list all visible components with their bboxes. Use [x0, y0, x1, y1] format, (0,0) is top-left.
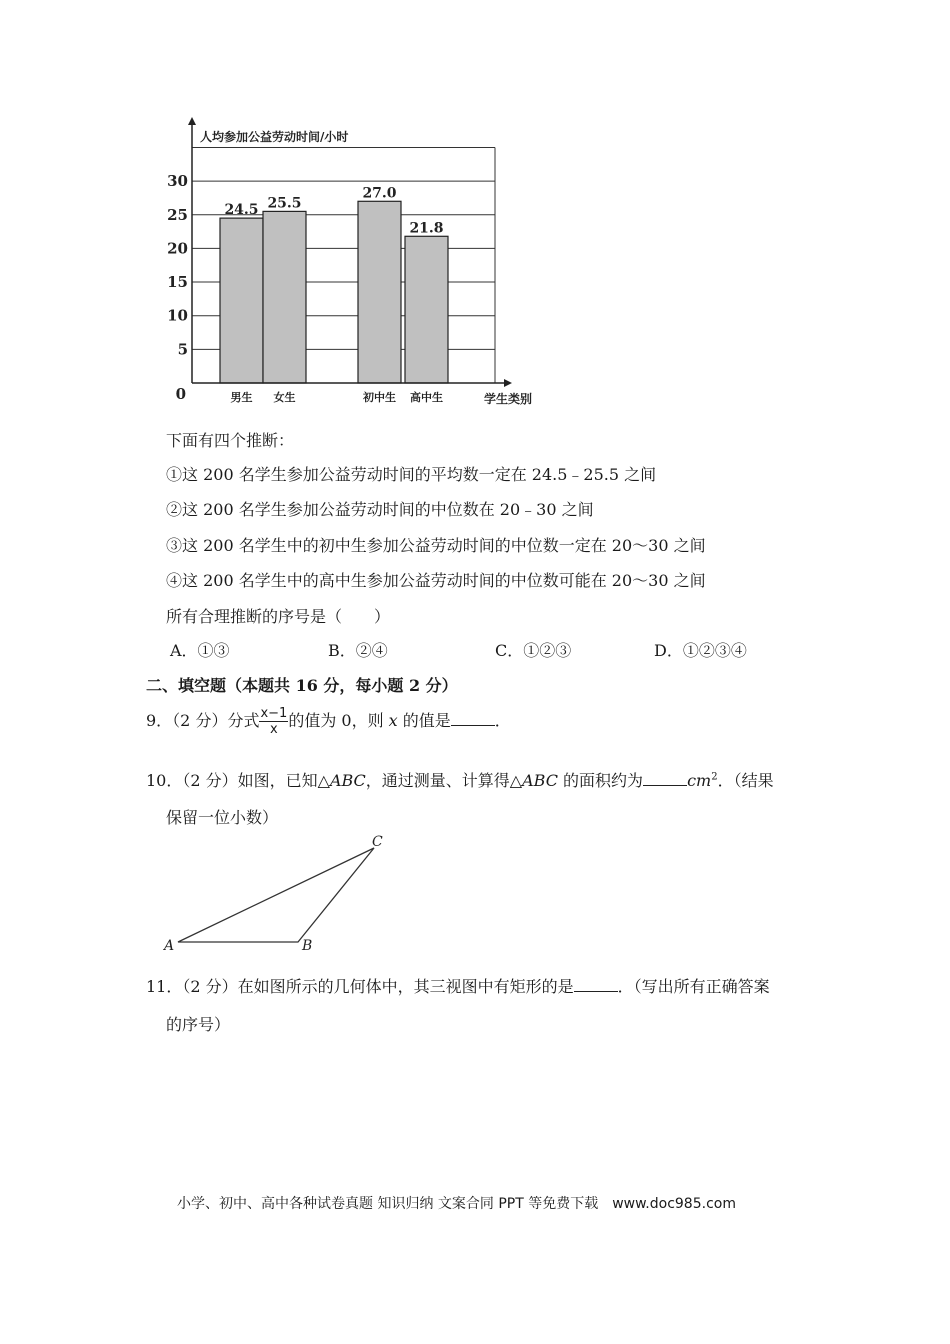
- q10-after: 的面积约为: [557, 771, 644, 790]
- q9-end: ．: [494, 711, 511, 730]
- q8-statement-1: ①这 200 名学生参加公益劳动时间的平均数一定在 24.5﹣25.5 之间: [166, 465, 657, 484]
- chart-title: 人均参加公益劳动时间/小时: [200, 130, 349, 144]
- y-tick-label: 25: [167, 205, 188, 224]
- q9-var: x: [388, 711, 398, 730]
- q10-abc-2: ABC: [522, 771, 558, 790]
- q10-unit-sup: 2: [711, 771, 718, 783]
- vertex-c-label: C: [372, 834, 383, 850]
- q8-statement-2: ②这 200 名学生参加公益劳动时间的中位数在 20﹣30 之间: [166, 500, 594, 519]
- x-category-label: 女生: [273, 391, 296, 404]
- q8-intro: 下面有四个推断：: [166, 431, 295, 450]
- bar-value-label: 24.5: [224, 202, 259, 219]
- bar-value-label: 25.5: [267, 195, 302, 212]
- vertex-a-label: A: [164, 938, 175, 954]
- q11-line1-b: ．（写出所有正确答案: [617, 977, 770, 996]
- question-11: [146, 974, 770, 997]
- q9-answer-blank: [451, 711, 495, 726]
- q11-answer-blank: [574, 977, 618, 992]
- chart-x-labels: [231, 390, 444, 404]
- q11-line-2: 的序号）: [166, 1015, 231, 1034]
- q9-prefix: 9．（2 分）分式: [146, 711, 260, 730]
- question-9: [146, 706, 511, 737]
- chart-xlabel: 学生类别: [484, 392, 533, 406]
- y-tick-label: 5: [177, 340, 188, 359]
- bar-value-label: 27.0: [362, 185, 397, 202]
- y-axis-arrow: [188, 117, 196, 125]
- question-10: [146, 768, 774, 791]
- vertex-b-label: B: [302, 938, 313, 954]
- q10-middle: ，通过测量、计算得△: [365, 771, 523, 790]
- y-tick-label: 30: [167, 172, 188, 191]
- bar: [358, 201, 401, 383]
- q8-statement-4: ④这 200 名学生中的高中生参加公益劳动时间的中位数可能在 20～30 之间: [166, 571, 706, 590]
- q10-prefix: 10．（2 分）如图，已知△: [146, 771, 330, 790]
- x-category-label: 初中生: [363, 391, 396, 404]
- y-tick-label: 20: [167, 239, 188, 258]
- q9-fraction: [259, 706, 288, 737]
- q8-statement-3: ③这 200 名学生中的初中生参加公益劳动时间的中位数一定在 20～30 之间: [166, 536, 706, 555]
- q10-abc-1: ABC: [329, 771, 366, 790]
- q8-option-c: C．①②③: [495, 641, 572, 660]
- q9-frac-num: x−1: [260, 706, 288, 721]
- y-tick-label: 10: [167, 306, 188, 325]
- q10-tail: ．（结果: [717, 771, 774, 790]
- x-axis-arrow: [504, 379, 512, 387]
- q9-middle: 的值为 0，则: [288, 711, 389, 730]
- q9-frac-den: x: [270, 722, 278, 737]
- bar-chart: [160, 115, 560, 415]
- q11-line1-a: 11．（2 分）在如图所示的几何体中，其三视图中有矩形的是: [146, 977, 574, 996]
- q10-answer-blank: [643, 771, 687, 786]
- q8-option-b: B．②④: [328, 641, 388, 660]
- y-tick-label: 15: [167, 273, 188, 292]
- chart-y-ticks: [167, 172, 188, 403]
- q10-line-2: 保留一位小数）: [166, 808, 279, 827]
- bar: [220, 218, 263, 383]
- bar: [263, 211, 306, 383]
- bar-value-label: 21.8: [409, 220, 444, 237]
- triangle-abc-figure: [160, 828, 400, 958]
- section-title: 二、填空题（本题共 16 分，每小题 2 分）: [146, 676, 458, 695]
- x-category-label: 男生: [230, 391, 253, 404]
- x-category-label: 高中生: [410, 391, 443, 404]
- y-tick-label: 0: [175, 385, 186, 403]
- triangle-abc: [178, 848, 374, 942]
- bar: [405, 236, 448, 383]
- page-footer: 小学、初中、高中各种试卷真题 知识归纳 文案合同 PPT 等免费下载 www.doc985.com: [177, 1196, 736, 1212]
- q8-option-d: D．①②③④: [654, 641, 747, 660]
- q10-unit: cm: [687, 771, 712, 790]
- q8-prompt: 所有合理推断的序号是（ ）: [166, 607, 391, 626]
- q8-option-a: A．①③: [170, 641, 230, 660]
- q9-suffix: 的值是: [397, 711, 451, 730]
